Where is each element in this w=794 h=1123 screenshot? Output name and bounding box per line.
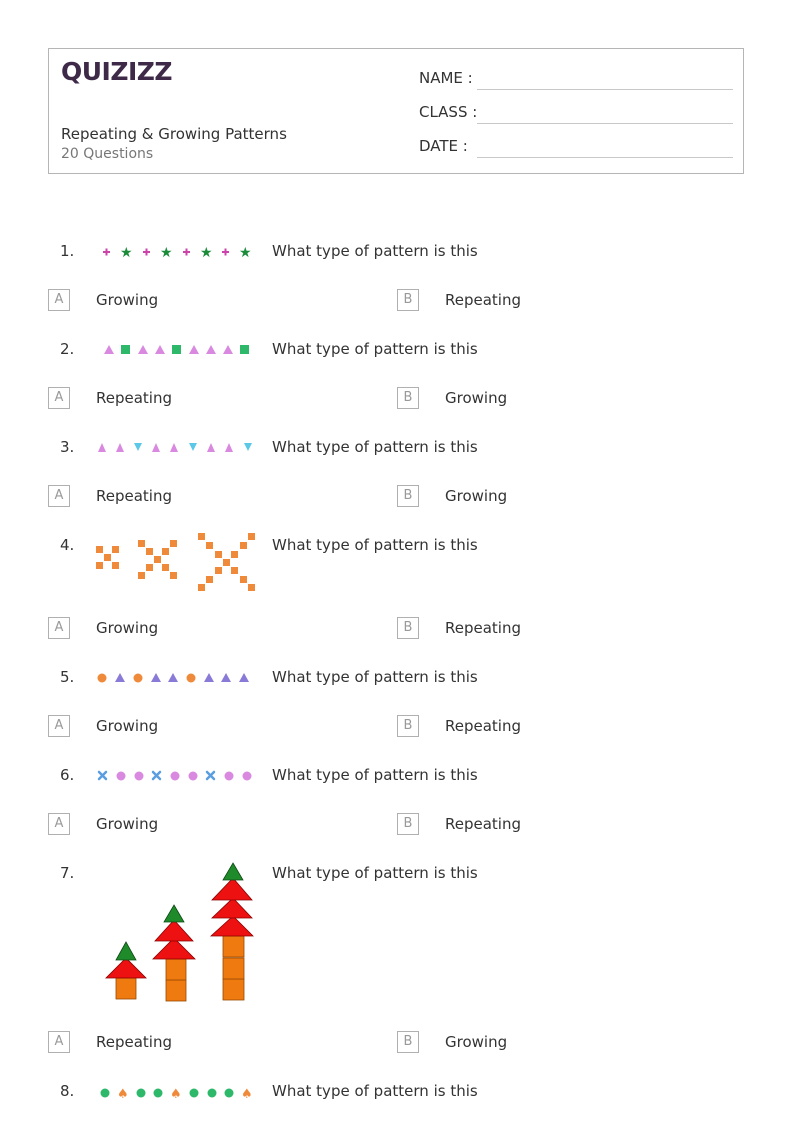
pattern-image xyxy=(98,242,258,262)
question-text: What type of pattern is this xyxy=(272,864,478,882)
svg-text:★: ★ xyxy=(120,245,133,261)
option-a-box[interactable]: A xyxy=(48,387,70,409)
question-count: 20 Questions xyxy=(61,146,154,162)
question-number: 7. xyxy=(60,864,75,882)
option-b-box[interactable]: B xyxy=(397,617,419,639)
option-b-text[interactable]: Repeating xyxy=(445,619,521,637)
option-a-text[interactable]: Growing xyxy=(96,815,159,833)
question-text: What type of pattern is this xyxy=(272,438,478,456)
svg-text:♠: ♠ xyxy=(170,1087,182,1102)
option-a-box[interactable]: A xyxy=(48,617,70,639)
pattern-image xyxy=(96,766,256,786)
svg-text:★: ★ xyxy=(239,245,252,261)
question-number: 6. xyxy=(60,766,75,784)
question-number: 2. xyxy=(60,340,75,358)
option-b-box[interactable]: B xyxy=(397,715,419,737)
question-number: 1. xyxy=(60,242,75,260)
option-b-text[interactable]: Repeating xyxy=(445,717,521,735)
option-b-box[interactable]: B xyxy=(397,289,419,311)
svg-text:♠: ♠ xyxy=(241,1087,253,1102)
option-b-box[interactable]: B xyxy=(397,387,419,409)
option-a-box[interactable]: A xyxy=(48,289,70,311)
question-number: 5. xyxy=(60,668,75,686)
question-text: What type of pattern is this xyxy=(272,668,478,686)
pattern-image xyxy=(98,340,258,360)
option-b-text[interactable]: Growing xyxy=(445,389,508,407)
option-b-text[interactable]: Growing xyxy=(445,1033,508,1051)
name-line xyxy=(477,89,733,90)
option-a-box[interactable]: A xyxy=(48,485,70,507)
question-number: 3. xyxy=(60,438,75,456)
option-b-box[interactable]: B xyxy=(397,1031,419,1053)
pattern-image xyxy=(96,1083,256,1103)
option-b-box[interactable]: B xyxy=(397,485,419,507)
date-label: DATE : xyxy=(419,137,468,155)
date-line xyxy=(477,157,733,158)
option-a-box[interactable]: A xyxy=(48,715,70,737)
question-text: What type of pattern is this xyxy=(272,536,478,554)
class-label: CLASS : xyxy=(419,103,478,121)
name-label: NAME : xyxy=(419,69,473,87)
option-a-text[interactable]: Repeating xyxy=(96,1033,172,1051)
question-text: What type of pattern is this xyxy=(272,766,478,784)
option-b-text[interactable]: Repeating xyxy=(445,815,521,833)
option-a-text[interactable]: Repeating xyxy=(96,487,172,505)
option-a-text[interactable]: Repeating xyxy=(96,389,172,407)
pattern-image xyxy=(100,858,260,1004)
option-a-text[interactable]: Growing xyxy=(96,291,159,309)
quizizz-logo: QUIZIZZ xyxy=(61,57,173,86)
svg-text:♠: ♠ xyxy=(117,1087,129,1102)
worksheet-header xyxy=(48,48,744,174)
question-number: 8. xyxy=(60,1082,75,1100)
pattern-image xyxy=(94,530,260,594)
option-b-box[interactable]: B xyxy=(397,813,419,835)
svg-text:★: ★ xyxy=(160,245,173,261)
worksheet-title: Repeating & Growing Patterns xyxy=(61,125,287,143)
option-a-text[interactable]: Growing xyxy=(96,619,159,637)
question-number: 4. xyxy=(60,536,75,554)
question-text: What type of pattern is this xyxy=(272,1082,478,1100)
pattern-image xyxy=(98,438,258,458)
svg-text:★: ★ xyxy=(200,245,213,261)
question-text: What type of pattern is this xyxy=(272,242,478,260)
option-b-text[interactable]: Growing xyxy=(445,487,508,505)
option-a-box[interactable]: A xyxy=(48,813,70,835)
pattern-image xyxy=(96,668,256,688)
question-text: What type of pattern is this xyxy=(272,340,478,358)
class-line xyxy=(477,123,733,124)
option-b-text[interactable]: Repeating xyxy=(445,291,521,309)
option-a-text[interactable]: Growing xyxy=(96,717,159,735)
option-a-box[interactable]: A xyxy=(48,1031,70,1053)
